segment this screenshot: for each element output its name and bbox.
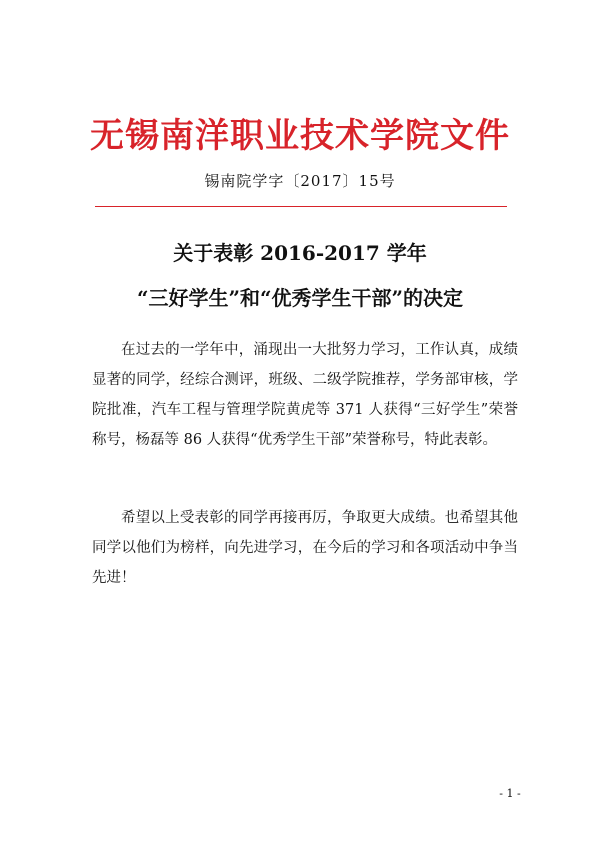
body-paragraph-2: 希望以上受表彰的同学再接再厉，争取更大成绩。也希望其他同学以他们为榜样，向先进学习，在今后的学习和各项活动中争当先进！ <box>92 510 518 586</box>
document-title-line-1: 关于表彰 2016-2017 学年 <box>173 241 427 265</box>
page-number: - 1 - <box>499 787 521 800</box>
body-paragraph-1: 在过去的一学年中，涌现出一大批努力学习，工作认真，成绩显著的同学，经综合测评，班级、二级学院推荐，学务部审核，学院批准，汽车工程与管理学院黄虎等 371 人获得“三好学生”荣誉称号，杨磊等 86 人获得“优秀学生干部”荣誉称号，特此表彰。 <box>92 342 518 448</box>
document-header: 无锡南洋职业技术学院文件 <box>90 116 510 156</box>
document-title-line-2: “三好学生”和“优秀学生干部”的决定 <box>136 286 463 310</box>
red-divider-line <box>95 206 507 207</box>
document-number: 锡南院学字〔2017〕15号 <box>204 172 396 190</box>
